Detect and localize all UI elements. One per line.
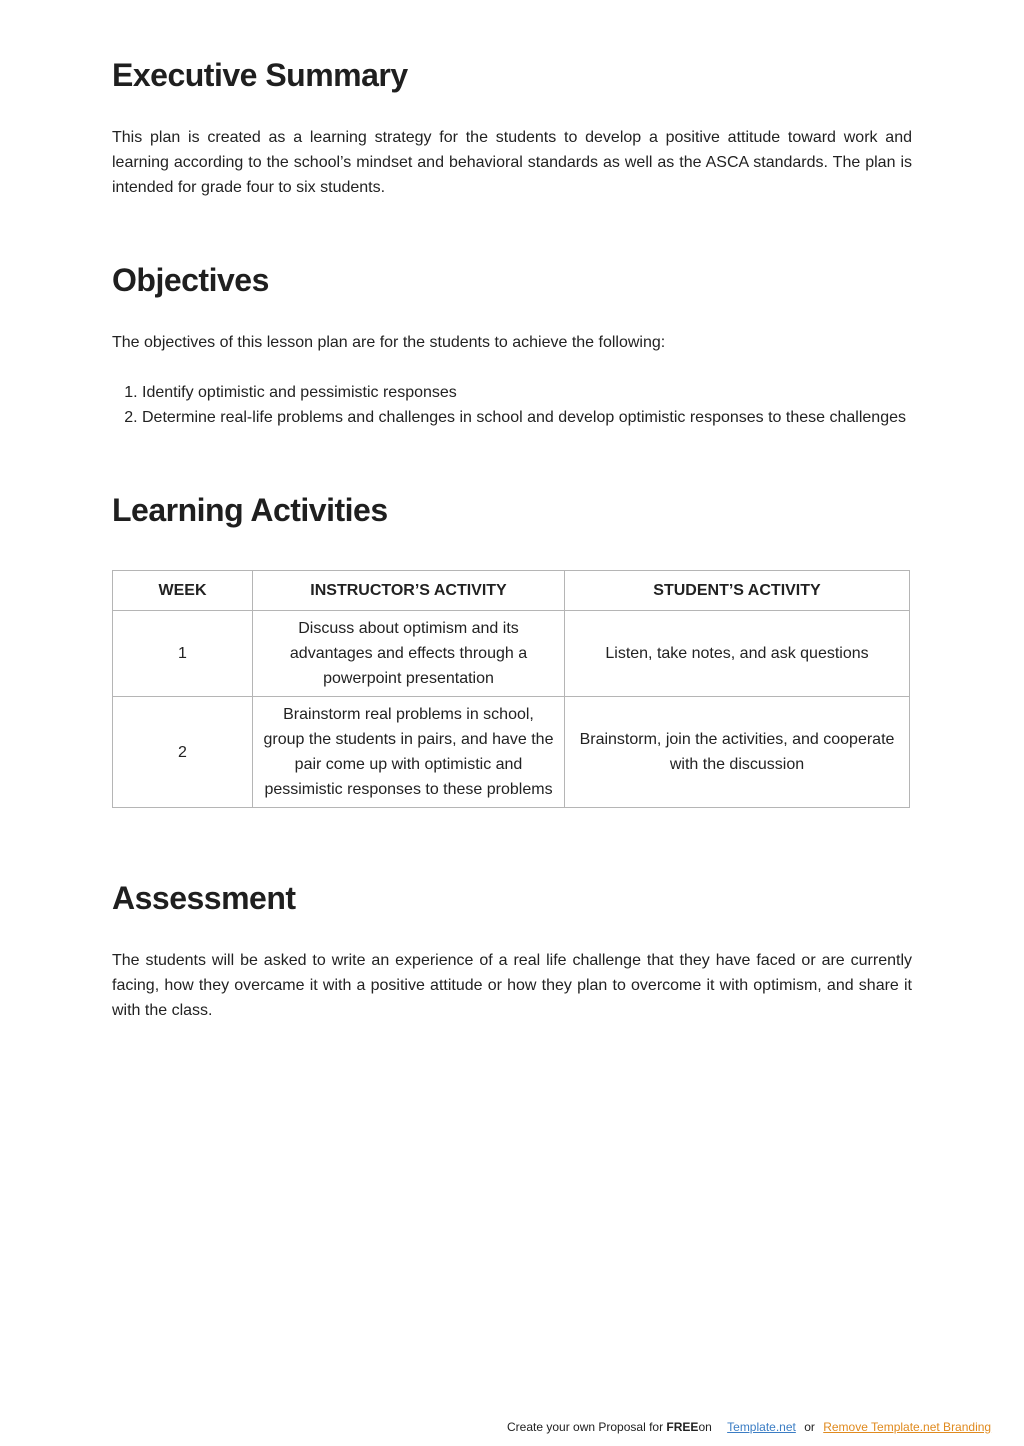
template-net-link[interactable]: Template.net	[727, 1420, 796, 1434]
footer-on: on	[698, 1420, 712, 1434]
footer-or: or	[804, 1420, 815, 1434]
executive-summary-text: This plan is created as a learning strategy for the students to develop a positive attitude toward work and learning according to the school’s mindset and behavioral standards as well as the ASCA standards. The plan is intended for grade four to six students.	[112, 129, 912, 196]
table-row	[113, 697, 910, 808]
student-activity-cell: Brainstorm, join the activities, and cooperate with the discussion	[565, 697, 910, 808]
header-student-activity: STUDENT’S ACTIVITY	[565, 571, 910, 611]
table-header-row	[113, 571, 910, 611]
list-item: 2. Determine real-life problems and challenges in school and develop optimistic responses to these challenges	[142, 405, 942, 430]
assessment-text: The students will be asked to write an experience of a real life challenge that they have faced or are currently facing, how they overcame it with a positive attitude or how they plan to overcome it with optimism, and share it with the class.	[112, 952, 912, 1019]
footer-prefix: Create your own Proposal for	[507, 1420, 664, 1434]
list-item: 1. Identify optimistic and pessimistic responses	[142, 380, 942, 405]
objectives-list	[112, 380, 942, 430]
objectives-intro: The objectives of this lesson plan are for the students to achieve the following:	[112, 334, 666, 351]
student-activity-cell: Listen, take notes, and ask questions	[565, 611, 910, 697]
assessment-heading: Assessment	[112, 880, 296, 916]
instructor-activity-cell: Discuss about optimism and its advantages and effects through a powerpoint presentation	[253, 611, 565, 697]
week-cell: 2	[113, 697, 253, 808]
learning-activities-heading: Learning Activities	[112, 492, 388, 528]
remove-branding-link[interactable]: Remove Template.net Branding	[823, 1420, 992, 1434]
instructor-activity-cell: Brainstorm real problems in school, group the students in pairs, and have the pair come up with optimistic and pessimistic responses to these problems	[253, 697, 565, 808]
executive-summary-heading: Executive Summary	[112, 57, 408, 93]
template-footer	[507, 1419, 991, 1435]
objectives-heading: Objectives	[112, 262, 269, 298]
table-row	[113, 611, 910, 697]
header-week: WEEK	[113, 571, 253, 611]
week-cell: 1	[113, 611, 253, 697]
footer-free: FREE	[666, 1420, 699, 1434]
learning-activities-table	[112, 570, 910, 808]
header-instructor-activity: INSTRUCTOR’S ACTIVITY	[253, 571, 565, 611]
